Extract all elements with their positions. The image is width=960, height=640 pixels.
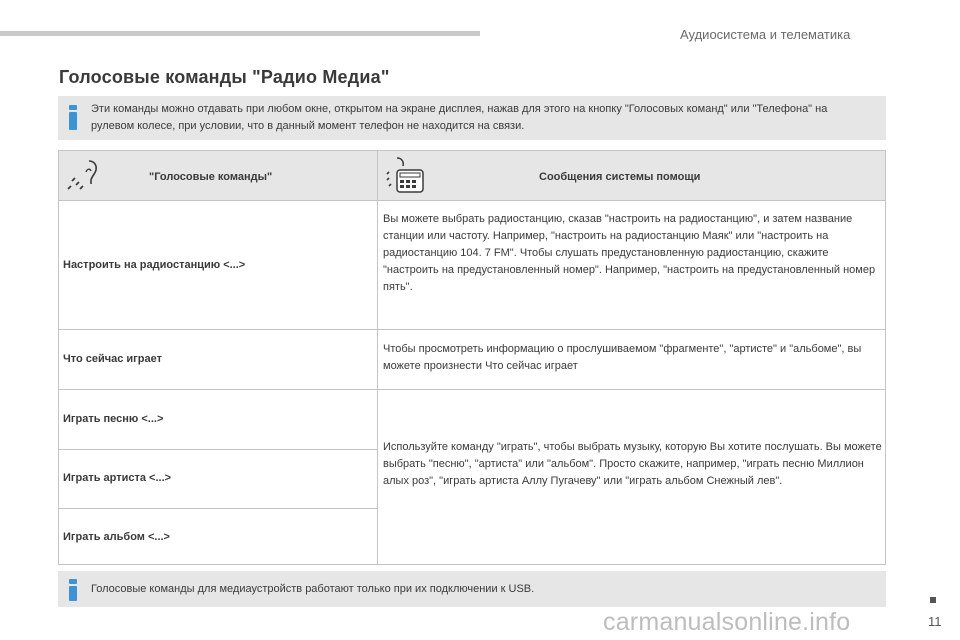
column-divider	[377, 151, 378, 564]
help-play-music: Используйте команду "играть", чтобы выбрать музыку, которую Вы хотите послушать. Вы можете выбрать "песню", "артиста" или "альбом". Просто скажите, например, "играть песню Миллион алых роз", "играть артиста Аллу Пугачеву" или "играть альбом Снежный лев".	[383, 441, 882, 487]
section-title: Аудиосистема и телематика	[680, 27, 851, 42]
command-tune-radio: Настроить на радиостанцию <...>	[63, 259, 246, 271]
info-text-bottom: Голосовые команды для медиаустройств работают только при их подключении к USB.	[91, 583, 535, 595]
command-play-album: Играть альбом <...>	[63, 531, 170, 543]
header-messages: Сообщения системы помощи	[539, 171, 701, 183]
row-divider	[59, 329, 885, 330]
page-number: 11	[928, 614, 942, 629]
command-play-song: Играть песню <...>	[63, 413, 164, 425]
header-commands: "Голосовые команды"	[149, 171, 273, 183]
voice-command-icon	[65, 159, 99, 193]
header-rule	[0, 31, 480, 36]
help-now-playing: Чтобы просмотреть информацию о прослушиваемом "фрагменте", "артисте" и "альбоме", вы можете произнести Что сейчас играет	[383, 343, 862, 372]
info-text-top: Эти команды можно отдавать при любом окне, открытом на экране дисплея, нажав для этого на кнопку "Голосовых команд" или "Телефона" на рулевом колесе, при условии, что в данный момент телефон не находится на связи.	[91, 103, 828, 132]
info-box-bottom	[58, 571, 886, 607]
page-heading: Голосовые команды "Радио Медиа"	[59, 67, 390, 87]
row-divider	[59, 389, 885, 390]
info-box-top	[58, 96, 886, 140]
info-icon	[69, 105, 77, 130]
watermark: carmanualsonline.info	[603, 608, 851, 636]
voice-commands-table	[58, 150, 886, 565]
command-play-artist: Играть артиста <...>	[63, 472, 172, 484]
command-now-playing: Что сейчас играет	[63, 353, 162, 365]
page-marker	[930, 597, 936, 603]
row-divider	[59, 508, 377, 509]
info-icon	[69, 579, 77, 601]
help-screen-icon	[385, 156, 425, 196]
help-tune-radio: Вы можете выбрать радиостанцию, сказав "настроить на радиостанцию", и затем название станции или частоту. Например, "настроить на радиостанцию Маяк" или "настроить на радиостанцию 104. 7 FM". Чтобы слушать предустановленную радиостанцию, скажите "настроить на предустановленный номер". Например, "настроить на предустановленный номер пять".	[383, 213, 876, 293]
table-header	[59, 151, 885, 201]
row-divider	[59, 449, 377, 450]
